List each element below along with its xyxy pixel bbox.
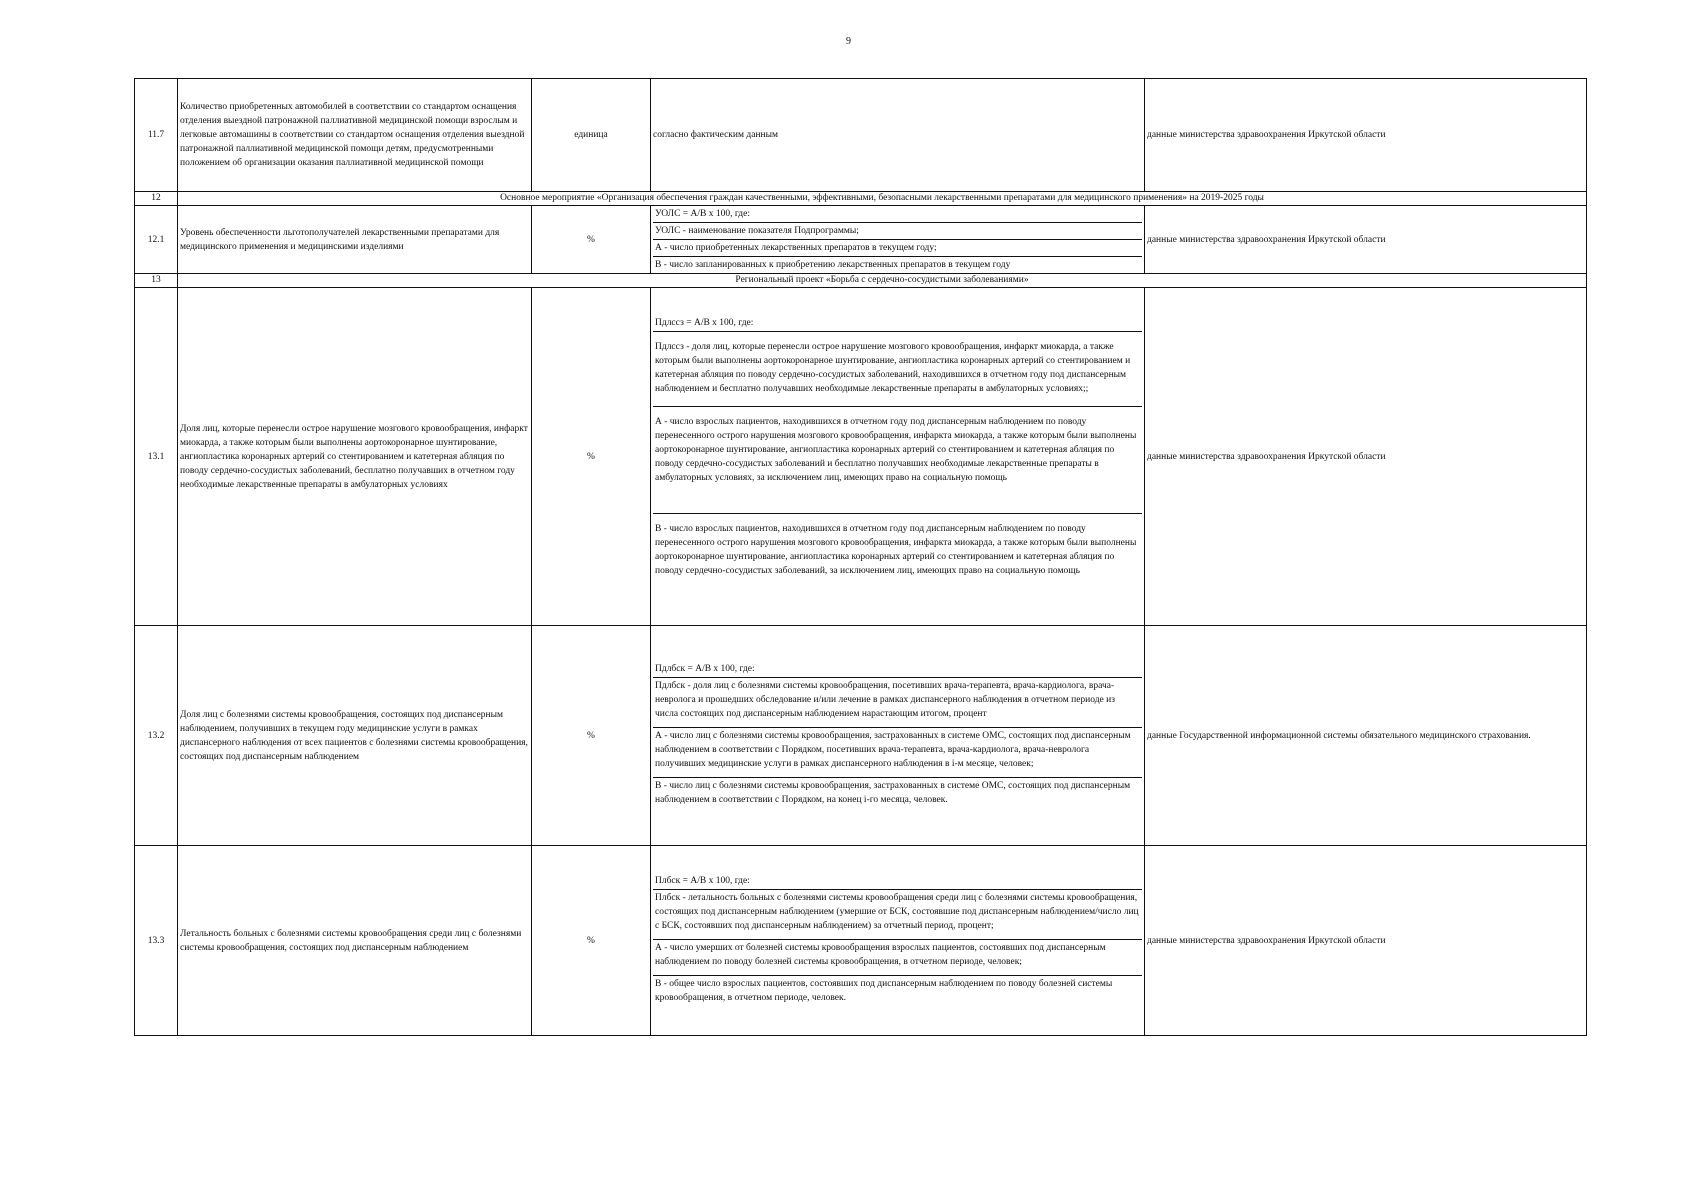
page-number: 9	[846, 36, 851, 47]
table-row	[135, 846, 1587, 1036]
indicator-name: Доля лиц с болезнями системы кровообращения, состоящих под диспансерным наблюдением, получивших в текущем году медицинские услуги в рамках диспансерного наблюдения от всех пациентов с болезнями системы кровообращения, состоящих под диспансерным наблюдением	[178, 626, 532, 846]
data-source: данные министерства здравоохранения Иркутской области	[1145, 206, 1587, 274]
section-title: Основное мероприятие «Организация обеспечения граждан качественными, эффективными, безопасными лекарственными препаратами для медицинского применения» на 2019-2025 годы	[178, 192, 1587, 206]
unit-of-measure: %	[532, 206, 651, 274]
formula-line: А - число умерших от болезней системы кровообращения взрослых пациентов, состоявших под диспансерным наблюдением по поводу болезней системы кровообращения, в отчетном периоде, человек;	[653, 940, 1142, 976]
formula-line: В - общее число взрослых пациентов, состоявших под диспансерным наблюдением по поводу болезней системы кровообращения, в отчетном периоде, человек.	[655, 978, 1113, 1003]
section-number: 13	[135, 274, 178, 288]
formula-line: А - число приобретенных лекарственных препаратов в текущем году;	[653, 240, 1142, 257]
formula-line: УОЛС - наименование показателя Подпрограммы;	[653, 223, 1142, 240]
section-number: 12	[135, 192, 178, 206]
formula-line: В - число лиц с болезнями системы кровообращения, застрахованных в системе ОМС, состоящих под диспансерным наблюдением в соответствии с Порядком, на конец i-го месяца, человек.	[655, 780, 1131, 805]
formula-line: Пдлссз - доля лиц, которые перенесли острое нарушение мозгового кровообращения, инфаркт миокарда, а также которым были выполнены аортокоронарное шунтирование, ангиопластика коронарных артерий со стентированием и катетерная абляция по поводу сердечно-сосудистых заболеваний, находившихся в отчетном году под диспансерным наблюдением и бесплатно получавших необходимые лекарственные препараты в амбулаторных условиях;;	[653, 332, 1142, 407]
calculation-method: согласно фактическим данным	[651, 79, 1145, 192]
formula-line: Пдлбск = А/В х 100, где:	[653, 661, 1142, 678]
data-source: данные министерства здравоохранения Иркутской области	[1145, 79, 1587, 192]
indicator-name: Количество приобретенных автомобилей в соответствии со стандартом оснащения отделения выездной патронажной паллиативной медицинской помощи взрослым и легковые автомашины в соответствии со стандартом оснащения отделения выездной патронажной паллиативной медицинской помощи детям, предусмотренными положением об организации оказания паллиативной медицинской помощи	[178, 79, 532, 192]
formula-line: А - число лиц с болезнями системы кровообращения, застрахованных в системе ОМС, состоящих под диспансерным наблюдением в соответствии с Порядком, посетивших врача-терапевта, врача-кардиолога, врача-невролога получивших медицинские услуги в рамках диспансерного наблюдения в i-м месяце, человек;	[653, 728, 1142, 778]
row-number: 12.1	[135, 206, 178, 274]
unit-of-measure: %	[532, 626, 651, 846]
calculation-formula	[651, 206, 1145, 274]
formula-line: Плбск - летальность больных с болезнями системы кровообращения среди лиц с болезнями системы кровообращения, состоящих под диспансерным наблюдением (умершие от БСК, состоявшие под диспансерным наблюдением/число лиц с БСК, состоявших под диспансерным наблюдением) за отчетный период, процент;	[653, 890, 1142, 940]
table-row	[135, 626, 1587, 846]
unit-of-measure: единица	[532, 79, 651, 192]
section-row	[135, 274, 1587, 288]
calculation-formula	[651, 846, 1145, 1036]
section-row	[135, 192, 1587, 206]
formula-line: Пдлбск - доля лиц с болезнями системы кровообращения, посетивших врача-терапевта, врача-кардиолога, врача-невролога и прошедших обследование и/или лечение в рамках диспансерного наблюдения в отчетном периоде из числа состоящих под диспансерным наблюдением нарастающим итогом, процент	[653, 678, 1142, 728]
calculation-formula	[651, 626, 1145, 846]
formula-line: В - число запланированных к приобретению лекарственных препаратов в текущем году	[655, 260, 1011, 270]
row-number: 13.3	[135, 846, 178, 1036]
calculation-formula	[651, 288, 1145, 626]
section-title: Региональный проект «Борьба с сердечно-сосудистыми заболеваниями»	[178, 274, 1587, 288]
indicator-name: Уровень обеспеченности льготополучателей лекарственными препаратами для медицинского применения и медицинскими изделиями	[178, 206, 532, 274]
indicator-name: Летальность больных с болезнями системы кровообращения среди лиц с болезнями системы кровообращения, состоящих под диспансерным наблюдением	[178, 846, 532, 1036]
table-row	[135, 288, 1587, 626]
row-number: 13.1	[135, 288, 178, 626]
formula-line: Пдлссз = А/В х 100, где:	[653, 315, 1142, 332]
unit-of-measure: %	[532, 288, 651, 626]
unit-of-measure: %	[532, 846, 651, 1036]
formula-line: Плбск = А/В х 100, где:	[653, 873, 1142, 890]
formula-line: В - число взрослых пациентов, находившихся в отчетном году под диспансерным наблюдением по поводу перенесенного острого нарушения мозгового кровообращения, инфаркта миокарда, а также которым были выполнены аортокоронарное шунтирование, ангиопластика коронарных артерий со стентированием и катетерная абляция по поводу сердечно-сосудистых заболеваний, за исключением лиц, имеющих право на социальную помощь	[655, 524, 1137, 576]
indicator-name: Доля лиц, которые перенесли острое нарушение мозгового кровообращения, инфаркт миокарда, а также которым были выполнены аортокоронарное шунтирование, ангиопластика коронарных артерий со стентированием и катетерная абляция по поводу сердечно-сосудистых заболеваний, бесплатно получавших в отчетном году необходимые лекарственные препараты в амбулаторных условиях	[178, 288, 532, 626]
table-row	[135, 79, 1587, 192]
formula-line: УОЛС = А/В х 100, где:	[653, 206, 1142, 223]
indicators-table	[134, 78, 1587, 1036]
data-source: данные министерства здравоохранения Иркутской области	[1145, 288, 1587, 626]
table-row	[135, 206, 1587, 274]
data-source: данные Государственной информационной системы обязательного медицинского страхования.	[1145, 626, 1587, 846]
row-number: 13.2	[135, 626, 178, 846]
data-source: данные министерства здравоохранения Иркутской области	[1145, 846, 1587, 1036]
formula-line: А - число взрослых пациентов, находившихся в отчетном году под диспансерным наблюдением по поводу перенесенного острого нарушения мозгового кровообращения, инфаркта миокарда, а также которым были выполнены аортокоронарное шунтирование, ангиопластика коронарных артерий со стентированием и катетерная абляция по поводу сердечно-сосудистых заболеваний и бесплатно получавших необходимые лекарственные препараты в амбулаторных условиях, за исключением лиц, имеющих право на социальную помощь	[653, 407, 1142, 514]
row-number: 11.7	[135, 79, 178, 192]
